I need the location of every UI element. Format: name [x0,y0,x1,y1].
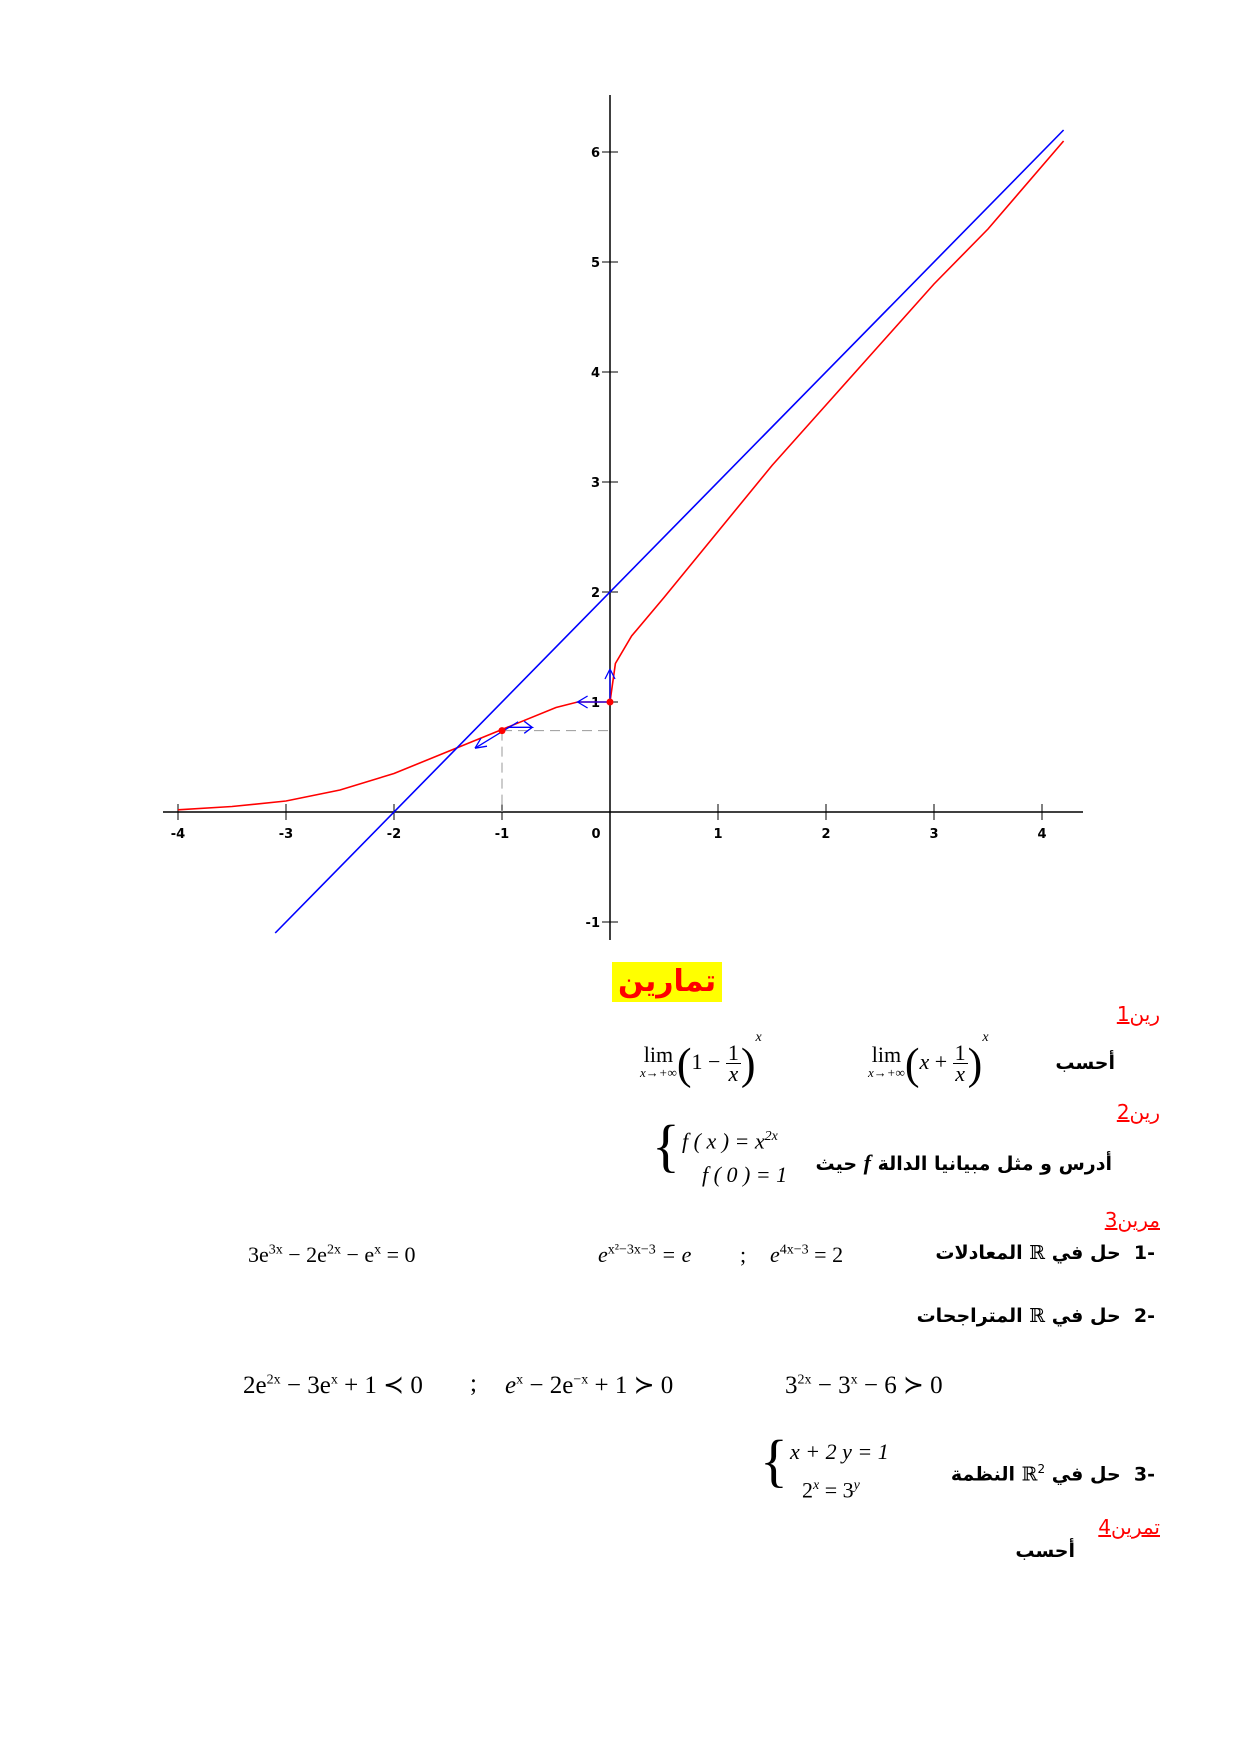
exercise-1-verb: أحسب [1055,1052,1115,1074]
y-tick-label: -1 [585,916,600,931]
y-tick-label: 2 [590,586,600,601]
graph-decorations [475,669,615,812]
exercises-heading: تمارين [612,962,722,1002]
exercise-1-title: رين1 [1116,1002,1160,1026]
equation-c: $3e^{3x} - 2e^{2x} - e^x = 0$ [248,1242,416,1267]
exercise-3-item-2: -2 حل في ℝ المتراجحات [916,1305,1155,1327]
limit-expression-1: lim x→+∞ (1 − $\frac{1}{x}$ )$^x$ [640,1030,762,1089]
curve-point-1 [607,699,614,706]
x-tick-label: 2 [821,827,831,842]
y-tick-label: 1 [590,696,600,711]
series-line-0 [178,141,1064,810]
function-definition-system: { f ( x ) = $x^{2x}$ f ( 0 ) = 1 [652,1113,788,1188]
inequality-3: $2e^{2x} - 3e^x + 1$ ≺ 0 [243,1372,423,1399]
separator: ; [740,1242,747,1267]
fraction: $\frac{1}{x}$ [727,1040,739,1087]
exercise-3-item-3: -3 حل في ℝ$^2$ النظمة [950,1462,1155,1486]
fraction: $\frac{1}{x}$ [954,1040,966,1087]
curve-point-0 [499,727,506,734]
x-tick-label: 1 [713,827,723,842]
exercise-3-item-1: -1 حل في ℝ المعادلات [935,1242,1155,1264]
y-tick-label: 5 [590,256,600,271]
y-tick-label: 3 [590,476,600,491]
exercise-2-text: أدرس و مثل مبيانيا الدالة f حيث [815,1150,1112,1175]
exercise-2-title: رين2 [1116,1100,1160,1124]
separator: ; [470,1370,477,1397]
x-tick-label: -2 [386,827,402,842]
inequality-1: $3^{2x} - 3^x - 6$ ≻ 0 [785,1372,943,1399]
exercise-4-title: تمرين4 [1098,1515,1160,1539]
y-tick-label: 6 [590,146,600,161]
inequality-2: $e^x - 2e^{-x} + 1$ ≻ 0 [505,1372,674,1399]
exercise-3-title: مرين3 [1104,1208,1160,1232]
equation-b: $e^{x^2-3x-3} = e$ [598,1242,692,1267]
equation-a: $e^{4x-3} = 2$ [770,1242,844,1267]
exercise-4-verb: أحسب [1015,1540,1075,1562]
x-tick-label: -4 [170,827,186,842]
x-tick-label: -3 [278,827,294,842]
tangent-arrow [475,722,518,748]
limit-operator: lim x→+∞ [640,1041,677,1080]
x-tick-label: 3 [929,827,939,842]
y-tick-label: 4 [590,366,600,381]
x-tick-label: -1 [494,827,510,842]
x-tick-label: 0 [591,827,601,842]
function-graph [163,95,1083,940]
limit-expression-2: lim x→+∞ (x + $\frac{1}{x}$ )$^x$ [868,1030,989,1089]
x-tick-label: 4 [1037,827,1047,842]
limit-operator: lim x→+∞ [868,1041,905,1080]
equation-system: { x + 2 y = 1 $2^x = 3^y$ [760,1428,889,1503]
axes [163,95,1083,940]
